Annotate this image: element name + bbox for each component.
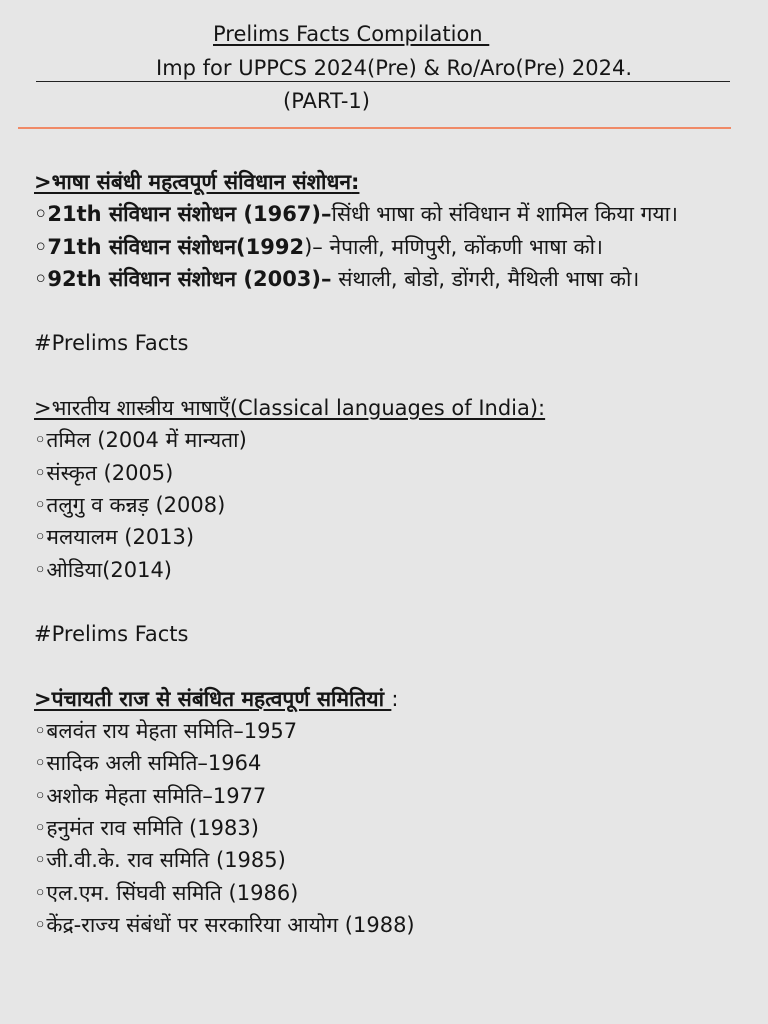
subtitle-text: Imp for UPPCS 2024(Pre) & Ro/Aro(Pre) 2024. [156,56,633,80]
section-heading-amendments [34,166,734,198]
list-item: ◦जी.वी.के. राव समिति (1985) [34,848,286,873]
spacer [34,650,734,682]
list-item: ◦एल.एम. सिंघवी समिति (1986) [34,880,299,905]
list-item [34,263,734,295]
heading-text: >भाषा संबंधी महत्वपूर्ण संविधान संशोधन [34,170,352,194]
spacer [34,295,734,327]
spacer [34,360,734,392]
list-item: ◦ओडिया(2014) [34,557,172,582]
list-item: ◦हनुमंत राव समिति (1983) [34,815,259,840]
heading-suffix: : [391,686,399,711]
list-item: ◦सादिक अली समिति–1964 [34,751,262,776]
section-heading-panchayati-raj [34,683,734,715]
heading-text: >भारतीय शास्त्रीय भाषाएँ(Classical languages of India): [34,396,546,421]
list-item: ◦मलयालम (2013) [34,525,195,550]
list-item [34,231,734,263]
list-item: ◦तलुगु व कन्नड़ (2008) [34,492,226,517]
list-item: ◦संस्कृत (2005) [34,460,174,485]
amendment-label: ◦92th संविधान संशोधन (2003)– [34,266,332,291]
list-item [34,198,734,230]
heading-text: >पंचायती राज से संबंधित महत्वपूर्ण समितियां [34,686,392,711]
document-body [34,166,734,941]
list-item: ◦केंद्र-राज्य संबंधों पर सरकारिया आयोग (1988) [34,912,415,937]
amendment-label: ◦21th संविधान संशोधन (1967)– [34,202,332,227]
amendment-text: संथाली, बोडो, डोंगरी, मैथिली भाषा को। [331,266,640,291]
hashtag: #Prelims Facts [34,331,189,356]
document-subtitle [36,56,730,82]
hashtag: #Prelims Facts [34,622,189,647]
spacer [34,586,734,618]
amendment-text: सिंधी भाषा को संविधान में शामिल किया गया। [331,202,678,227]
section-heading-classical-languages [34,392,734,424]
amendment-text: )– नेपाली, मणिपुरी, कोंकणी भाषा को। [304,234,603,259]
part-label: (PART-1) [283,89,370,113]
list-item: ◦तमिल (2004 में मान्यता) [34,428,247,453]
document-title: Prelims Facts Compilation [213,22,490,46]
list-item: ◦बलवंत राय मेहता समिति–1957 [34,719,298,744]
header-divider [18,127,731,129]
heading-suffix: : [351,170,360,194]
list-item: ◦अशोक मेहता समिति–1977 [34,783,267,808]
amendment-label: ◦71th संविधान संशोधन(1992 [34,234,305,259]
